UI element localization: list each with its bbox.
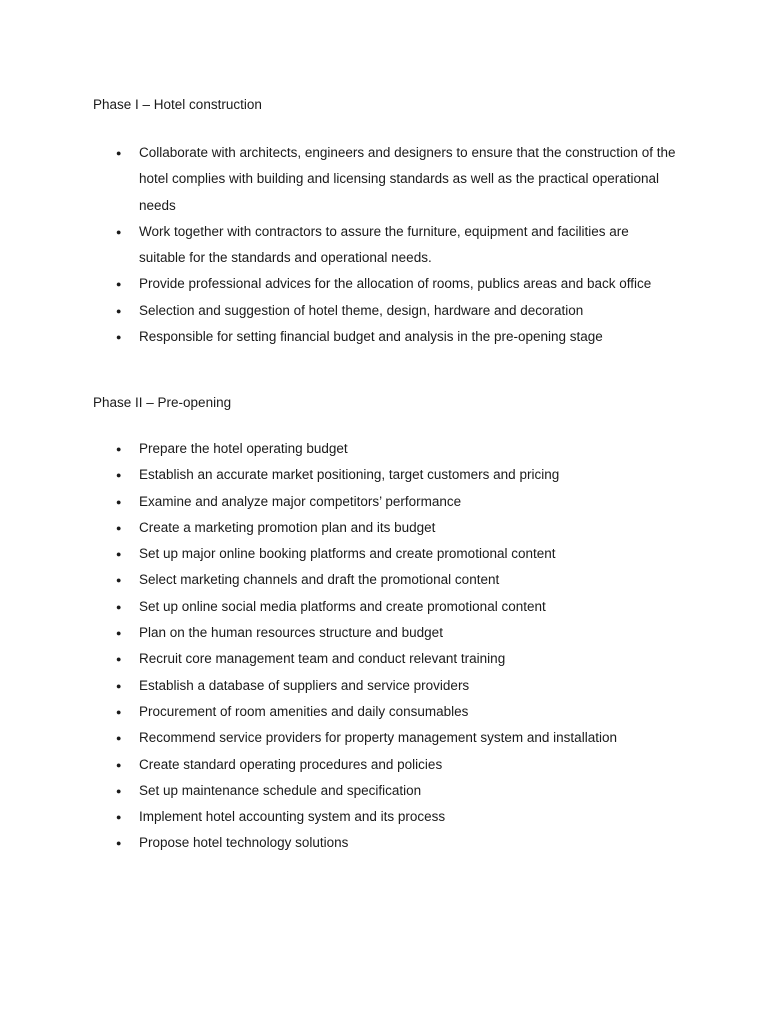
bullet-icon: ● [116, 733, 122, 744]
bullet-icon: ● [116, 838, 122, 849]
list-item-text: Set up major online booking platforms and create promotional content [139, 546, 556, 562]
list-item [0, 271, 768, 297]
list-item-text: Prepare the hotel operating budget [139, 441, 348, 456]
list-item-text: Procurement of room amenities and daily consumables [139, 703, 469, 719]
list-item-text: Examine and analyze major competitors’ performance [139, 493, 462, 509]
list-item-text: Propose hotel technology solutions [139, 835, 349, 851]
bullet-icon: ● [116, 444, 122, 454]
list-item-text: Select marketing channels and draft the promotional content [139, 572, 500, 588]
phase-2-list [0, 436, 768, 857]
list-item-text: Create standard operating procedures and policies [139, 756, 443, 772]
bullet-icon: ● [116, 279, 122, 290]
list-item [0, 462, 768, 488]
list-item-text: Provide professional advices for the allocation of rooms, publics areas and back office [139, 276, 652, 292]
list-item-text: Establish an accurate market positioning, target customers and pricing [139, 467, 560, 483]
list-item [0, 219, 768, 272]
list-item [0, 620, 768, 646]
list-item [0, 594, 768, 620]
list-item-text: Plan on the human resources structure and budget [139, 625, 443, 641]
bullet-icon: ● [116, 496, 122, 507]
list-item [0, 489, 768, 515]
bullet-icon: ● [116, 812, 122, 823]
bullet-icon: ● [116, 470, 122, 481]
list-item [0, 725, 768, 751]
list-item [0, 298, 768, 324]
bullet-icon: ● [116, 575, 122, 586]
bullet-icon: ● [116, 601, 122, 612]
bullet-icon: ● [116, 706, 122, 717]
list-item-text: Recommend service providers for property management system and installation [139, 730, 617, 746]
list-item [0, 752, 768, 778]
list-item [0, 778, 768, 804]
bullet-icon: ● [116, 759, 122, 770]
list-item [0, 567, 768, 593]
list-item [0, 673, 768, 699]
phase-1-heading: Phase I – Hotel construction [93, 97, 262, 112]
list-item [0, 646, 768, 672]
list-item [0, 436, 768, 462]
bullet-icon: ● [116, 522, 122, 533]
bullet-icon: ● [116, 654, 122, 665]
bullet-icon: ● [116, 680, 122, 691]
list-item-text: Set up maintenance schedule and specification [139, 782, 422, 798]
bullet-icon: ● [116, 332, 122, 343]
bullet-icon: ● [116, 305, 122, 316]
list-item-text: Implement hotel accounting system and its process [139, 809, 446, 825]
phase-1-list [0, 140, 768, 350]
list-item [0, 804, 768, 830]
list-item [0, 699, 768, 725]
bullet-icon: ● [116, 785, 122, 796]
list-item-text: Set up online social media platforms and create promotional content [139, 598, 546, 614]
bullet-icon: ● [116, 226, 122, 237]
bullet-icon: ● [116, 148, 122, 158]
list-item-text: Collaborate with architects, engineers and designers to ensure that the construction of the hotel complies with building and licensing standards as well as the practical operational needs [139, 145, 676, 213]
list-item [0, 515, 768, 541]
list-item [0, 830, 768, 856]
list-item-text: Work together with contractors to assure the furniture, equipment and facilities are suitable for the standards and operational needs. [139, 223, 629, 266]
list-item [0, 140, 768, 219]
bullet-icon: ● [116, 549, 122, 560]
bullet-icon: ● [116, 628, 122, 639]
list-item-text: Selection and suggestion of hotel theme, design, hardware and decoration [139, 302, 584, 318]
list-item [0, 541, 768, 567]
list-item [0, 324, 768, 350]
list-item-text: Establish a database of suppliers and service providers [139, 677, 470, 693]
list-item-text: Responsible for setting financial budget and analysis in the pre-opening stage [139, 329, 603, 345]
list-item-text: Create a marketing promotion plan and its budget [139, 519, 436, 535]
list-item-text: Recruit core management team and conduct relevant training [139, 651, 506, 667]
phase-2-heading: Phase II – Pre-opening [93, 395, 232, 410]
